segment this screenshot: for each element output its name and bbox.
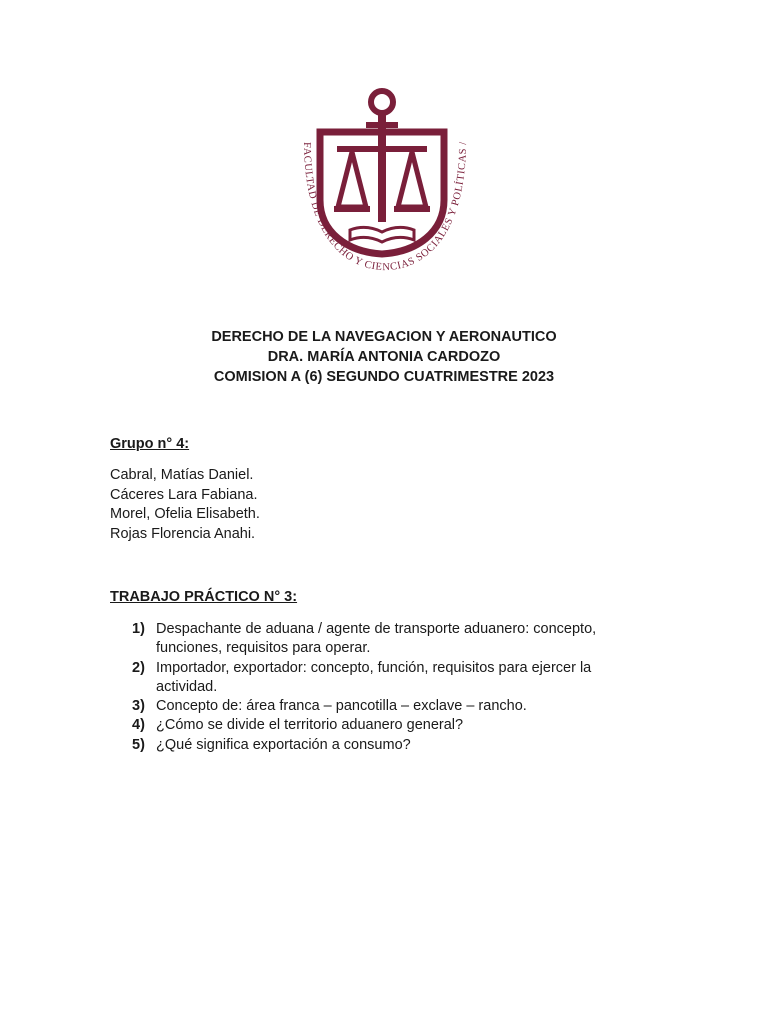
professor-name: DRA. MARÍA ANTONIA CARDOZO: [267, 349, 501, 365]
faculty-logo: [282, 82, 488, 288]
assignment-list: [132, 620, 652, 755]
item-number: 3): [132, 698, 145, 715]
group-members: [110, 466, 260, 544]
item-number: 5): [132, 736, 145, 753]
list-item: [132, 736, 652, 755]
scales-of-justice-seal-icon: [282, 82, 488, 288]
item-text: Despachante de aduana / agente de transporte aduanero: concepto, funciones, requisitos para operar.: [156, 621, 597, 657]
item-text: ¿Qué significa exportación a consumo?: [156, 736, 411, 753]
list-item: [132, 716, 652, 735]
list-item: [132, 659, 652, 698]
item-number: 4): [132, 717, 145, 734]
group-title: Grupo n° 4:: [110, 436, 190, 452]
item-text: Importador, exportador: concepto, función, requisitos para ejercer la actividad.: [156, 659, 592, 695]
member-item: Rojas Florencia Anahi.: [110, 525, 256, 542]
commission-info: COMISION A (6) SEGUNDO CUATRIMESTRE 2023: [213, 369, 555, 385]
member-item: Morel, Ofelia Elisabeth.: [110, 506, 260, 522]
course-title: DERECHO DE LA NAVEGACION Y AERONAUTICO: [211, 329, 557, 345]
item-text: Concepto de: área franca – pancotilla – exclave – rancho.: [156, 698, 527, 715]
svg-text:FACULTAD DE DERECHO Y CIENCIAS: FACULTAD DE DERECHO Y CIENCIAS SOCIALES Y POLÍTICAS /: [300, 141, 470, 274]
document-heading: [0, 327, 768, 387]
list-item: [132, 620, 652, 659]
list-item: [132, 697, 652, 716]
item-text: ¿Cómo se divide el territorio aduanero general?: [156, 717, 464, 734]
item-number: 2): [132, 659, 145, 676]
item-number: 1): [132, 621, 145, 637]
member-item: Cabral, Matías Daniel.: [110, 467, 254, 483]
member-item: Cáceres Lara Fabiana.: [110, 486, 258, 503]
assignment-title: TRABAJO PRÁCTICO N° 3:: [110, 589, 298, 605]
